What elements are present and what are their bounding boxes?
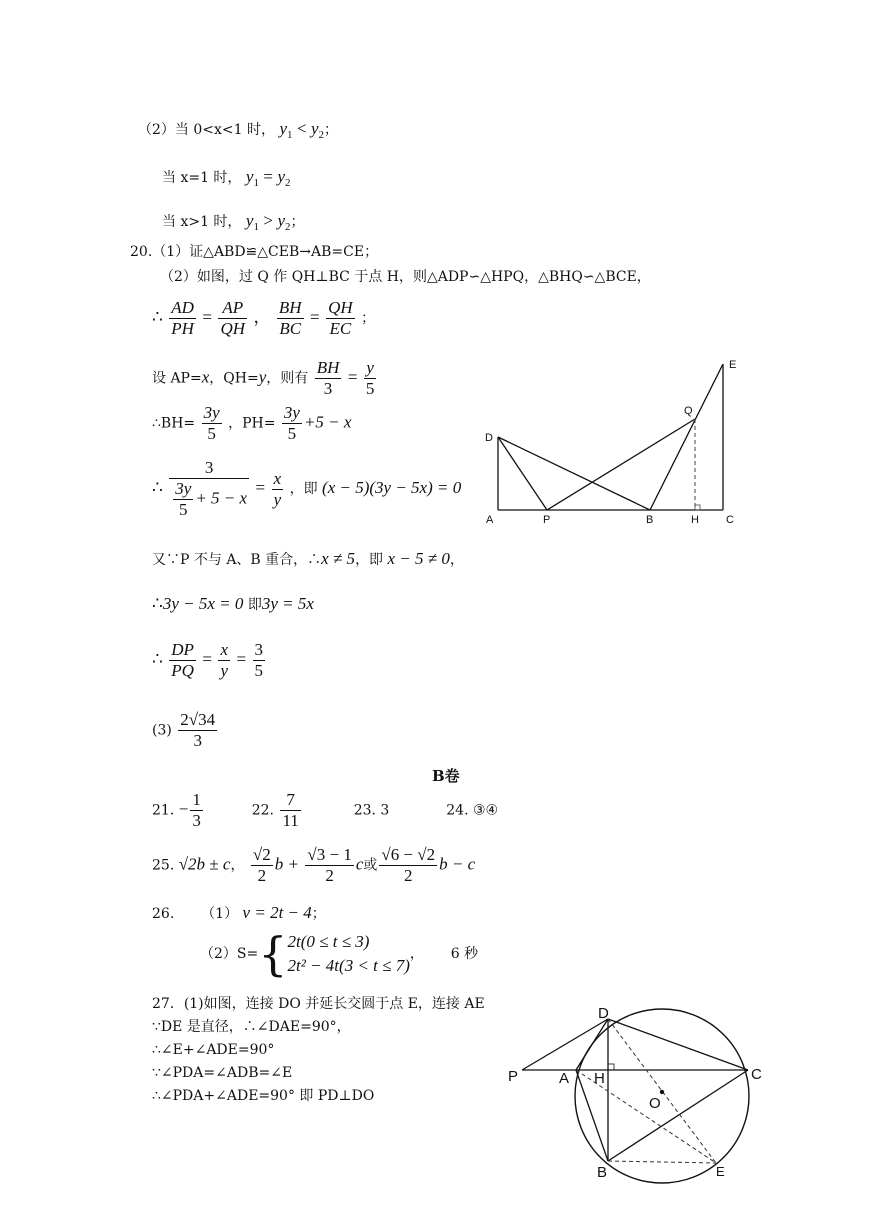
q26-part1-label: （1） [201, 906, 239, 922]
case-2: 2t² − 4t(3 < t ≤ 7) [287, 956, 410, 975]
segment-pd [522, 1019, 608, 1070]
frac-num: 7 [280, 790, 300, 811]
comma: ， [449, 552, 464, 568]
frac-num: QH [328, 298, 353, 317]
q27-line2: ∵DE 是直径，∴∠DAE=90°， [152, 1019, 351, 1035]
therefore-symbol: ∴ [152, 478, 163, 497]
q24-answer: 24. ③④ [446, 802, 499, 819]
frac-den: 3 [193, 731, 202, 750]
or-text: 或 [363, 857, 378, 874]
label-p: P [543, 514, 551, 526]
q21-label: 21. [152, 802, 175, 819]
y2-var: y [310, 119, 319, 138]
answer-25 [152, 845, 475, 886]
right-angle-h [695, 505, 700, 510]
frac-den: y [220, 661, 228, 680]
label-h: H [594, 1070, 605, 1087]
frac-sqrt6-sqrt2-2 [379, 845, 437, 886]
eq-mid-text: ，即 [289, 481, 318, 497]
q19-semicolon: ； [324, 122, 339, 138]
set-text-b: ，QH= [209, 370, 259, 387]
q20-p-not-line [152, 550, 464, 569]
label-e: E [729, 359, 737, 371]
segment-db [498, 437, 650, 510]
frac-x-y [272, 469, 284, 510]
label-d: D [485, 432, 493, 444]
case-1: 2t(0 ≤ t ≤ 3) [287, 932, 370, 951]
frac-qh-ec [326, 298, 355, 339]
frac-den: QH [220, 319, 246, 338]
frac-den: 5 [207, 424, 216, 443]
frac-sqrt2-2 [251, 845, 273, 886]
var-x: x [201, 367, 210, 387]
segment-da [576, 1019, 608, 1070]
equals-sign: = [255, 478, 266, 497]
q19-op-eq: = [263, 167, 273, 186]
q19-op-lt: < [296, 119, 307, 138]
p-not-text: 又∵P 不与 A、B 重合，∴ [152, 552, 322, 568]
frac-den [169, 479, 249, 520]
q19-op-gt: > [263, 211, 273, 230]
y2-term [310, 119, 325, 141]
figure-q20-diagram [480, 352, 750, 532]
frac-den: 3 [192, 811, 201, 830]
q19-line2-label: 当 x=1 时， [162, 170, 242, 186]
q26-v-expr: v = 2t − 4 [242, 903, 312, 922]
frac-num: AD [171, 298, 194, 317]
frac-x-y [218, 640, 230, 681]
therefore-symbol: ∴ [152, 594, 163, 613]
q19-semicolon: ； [290, 214, 305, 230]
set-text-a: 设 AP= [152, 370, 202, 387]
equals-sign: = [347, 367, 358, 387]
frac-complex [169, 458, 249, 520]
q25-c: c [355, 854, 364, 874]
q26-part2-label: （2）S= [200, 946, 259, 962]
frac-3y-5 [282, 403, 302, 444]
result-eq-2: 3y = 5x [261, 594, 314, 613]
inner-frac [173, 479, 193, 520]
frac-num: AP [218, 298, 247, 319]
q19-line3-label: 当 x>1 时， [162, 214, 242, 230]
q27-line5: ∴∠PDA+∠ADE=90° 即 PD⊥DO [152, 1088, 375, 1104]
frac-num: 1 [192, 790, 201, 809]
ji-text: 即 [247, 597, 262, 613]
label-e: E [716, 1164, 725, 1179]
q25-label: 25. [152, 857, 175, 874]
label-c: C [751, 1066, 762, 1083]
equals-sign: = [202, 307, 212, 327]
y2-term [277, 167, 291, 189]
q20-ratio-line [152, 298, 375, 339]
ph-tail: +5 − x [303, 412, 352, 432]
y1-sub: 1 [286, 129, 293, 141]
frac-dp-pq [169, 640, 196, 681]
q27-line3: ∴∠E+∠ADE=90° [152, 1042, 275, 1058]
label-c: C [726, 514, 734, 526]
frac-den: 5 [287, 424, 297, 443]
q20-dp-pq-line [152, 640, 267, 681]
q22-label: 22. [251, 802, 274, 819]
circle-o [575, 1009, 749, 1183]
semicolon: ； [361, 310, 376, 327]
piecewise-cases [288, 930, 410, 978]
frac-num: √2 [252, 845, 271, 864]
figure-q27-circle-diagram [505, 1000, 775, 1185]
part3-label: (3) [152, 722, 172, 739]
y2-var: y [277, 167, 285, 186]
comma: ， [409, 946, 424, 962]
q20-part3 [152, 710, 219, 751]
frac-den: EC [329, 319, 352, 338]
y1-term [245, 211, 259, 233]
frac-num: 3y [283, 403, 300, 422]
label-b: B [646, 514, 654, 526]
q26-seconds: 6 秒 [450, 946, 479, 962]
y1-var: y [245, 167, 254, 186]
y1-term [245, 167, 259, 189]
frac-bh-bc [277, 298, 304, 339]
frac-y-5 [364, 358, 377, 399]
q20-part1: 20.（1）证△ABD≌△CEB→AB=CE； [130, 244, 379, 260]
frac-den: PH [171, 319, 194, 338]
label-o: O [649, 1095, 661, 1112]
frac-num: 3 [254, 640, 263, 659]
frac-num: BH [278, 298, 302, 317]
q19-line1 [138, 120, 338, 144]
q25-expr-1: √2b ± c [178, 854, 231, 874]
segment-bc [608, 1070, 748, 1161]
q19-line2 [162, 168, 290, 192]
q26-label: 26. [152, 906, 175, 922]
label-p: P [508, 1068, 519, 1085]
y2-sub: 2 [284, 221, 291, 233]
frac-den: 11 [282, 811, 299, 830]
frac-num: DP [171, 640, 194, 659]
ji-text: ，即 [355, 552, 384, 568]
segment-dp [498, 437, 547, 510]
semicolon: ； [311, 906, 326, 922]
frac-den: 2 [325, 866, 334, 885]
q19-line1-label: （2）当 0<x<1 时， [138, 122, 275, 138]
therefore-symbol: ∴ [152, 649, 163, 669]
segment-be-dashed [608, 1161, 716, 1163]
answer-26-part1 [152, 904, 326, 923]
frac-ap-qh [218, 298, 247, 339]
minus-sign: − [178, 799, 189, 819]
left-brace: { [258, 927, 288, 981]
q20-equation-line [152, 458, 461, 520]
segment-be [650, 364, 723, 510]
therefore-symbol: ∴ [152, 307, 163, 327]
q20-bh-ph-line [152, 403, 351, 444]
frac-num: 3 [169, 458, 249, 479]
q20-part2-intro: （2）如图，过 Q 作 QH⊥BC 于点 H，则△ADP∽△HPQ，△BHQ∽△BCE， [160, 269, 651, 285]
section-title-b: B卷 [432, 767, 460, 785]
comma: ， [230, 857, 245, 874]
q19-line3 [162, 212, 304, 236]
comma: ， [253, 307, 271, 327]
frac-num: 2√34 [180, 710, 216, 729]
q25-tail: b − c [439, 854, 476, 874]
label-a: A [559, 1070, 570, 1087]
frac-answer-3 [178, 710, 217, 751]
center-point-o [660, 1090, 664, 1094]
label-b: B [597, 1164, 608, 1181]
y2-var: y [277, 211, 285, 230]
bh-label: ∴BH= [152, 415, 196, 432]
result-eq-1: 3y − 5x = 0 [162, 594, 244, 613]
y1-term [279, 119, 293, 141]
q27-line1: 27．(1)如图，连接 DO 并延长交圆于点 E，连接 AE [152, 996, 485, 1012]
var-y: y [258, 367, 267, 387]
q23-answer: 23. 3 [353, 802, 390, 819]
frac-num: x [273, 468, 282, 488]
equals-sign: = [310, 307, 320, 327]
frac-den: 5 [254, 661, 263, 680]
q25-b-plus: b + [274, 854, 299, 874]
frac-1-3 [190, 790, 203, 831]
y1-var: y [279, 119, 287, 138]
y2-term [277, 211, 291, 233]
y2-sub: 2 [284, 177, 291, 189]
answer-26-part2 [200, 927, 479, 981]
label-d: D [598, 1005, 609, 1022]
equals-sign: = [202, 649, 212, 669]
frac-den: 3 [323, 379, 333, 398]
ph-label: ，PH= [228, 415, 276, 432]
frac-3-5 [253, 640, 266, 681]
frac-den: 2 [404, 866, 413, 885]
label-q: Q [684, 405, 693, 417]
segment-dc [608, 1019, 748, 1070]
y2-sub: 2 [318, 129, 325, 141]
y1-sub: 1 [253, 221, 259, 233]
label-h: H [691, 514, 699, 526]
x-minus-5-ne-0: x − 5 ≠ 0 [387, 549, 450, 568]
frac-3y-5 [202, 403, 222, 444]
frac-den: 5 [365, 379, 375, 398]
frac-num: x [220, 640, 228, 659]
frac-den: 5 [179, 500, 188, 519]
equals-sign: = [236, 649, 247, 669]
frac-num: BH [316, 358, 340, 377]
q20-result-line [152, 595, 314, 614]
frac-den: PQ [171, 661, 194, 680]
frac-bh-3 [315, 358, 342, 399]
frac-den: y [273, 489, 282, 509]
right-angle-h [608, 1064, 614, 1070]
y1-var: y [245, 211, 254, 230]
eq-result: (x − 5)(3y − 5x) = 0 [322, 478, 462, 497]
frac-num: √3 − 1 [307, 845, 352, 864]
set-text-c: ，则有 [266, 370, 309, 387]
q20-set-line [152, 358, 378, 399]
frac-ad-ph [169, 298, 196, 339]
frac-num: 3y [175, 479, 192, 498]
frac-den: 2 [257, 866, 267, 885]
frac-num: y [364, 358, 377, 379]
label-a: A [486, 514, 494, 526]
answers-21-24 [152, 790, 498, 831]
y1-sub: 1 [253, 177, 259, 189]
frac-sqrt3-1-2 [305, 845, 353, 886]
den-tail: + 5 − x [195, 488, 248, 508]
frac-num: 3y [203, 403, 220, 422]
frac-7-11 [280, 790, 300, 831]
frac-num: √6 − √2 [381, 845, 436, 864]
x-ne-5: x ≠ 5 [321, 549, 356, 568]
q27-line4: ∵∠PDA=∠ADB=∠E [152, 1065, 293, 1081]
frac-den: BC [279, 319, 302, 338]
